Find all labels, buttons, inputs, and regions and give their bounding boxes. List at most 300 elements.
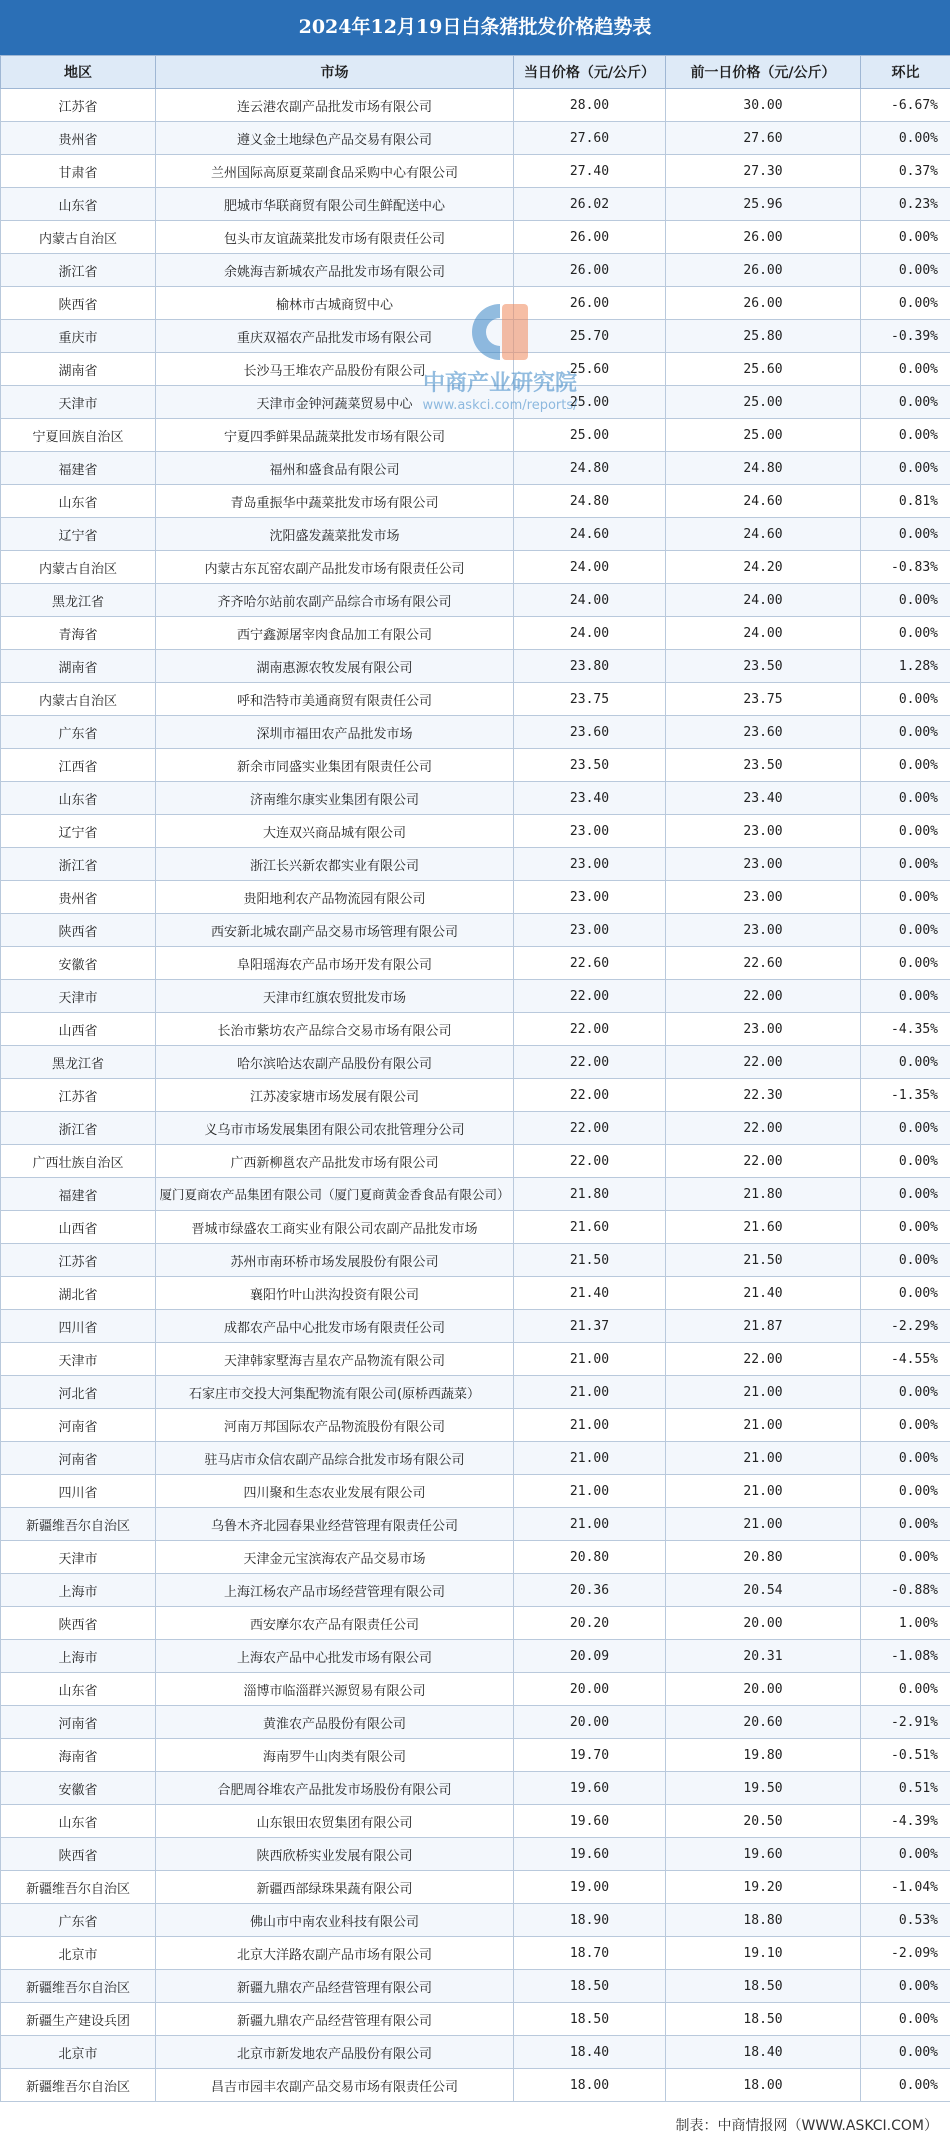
region-cell: 四川省 xyxy=(1,1475,156,1508)
table-row xyxy=(1,419,950,452)
market-cell: 余姚海吉新城农产品批发市场有限公司 xyxy=(156,254,514,287)
table-row xyxy=(1,254,950,287)
table-row xyxy=(1,485,950,518)
table-row xyxy=(1,1277,950,1310)
watermark-name: 中商产业研究院 xyxy=(422,371,577,396)
table-row xyxy=(1,2003,950,2036)
market-cell: 广西新柳邕农产品批发市场有限公司 xyxy=(156,1145,514,1178)
change-cell: 1.00% xyxy=(861,1607,950,1640)
market-cell: 天津金元宝滨海农产品交易市场 xyxy=(156,1541,514,1574)
table-row xyxy=(1,1013,950,1046)
prev-price-cell: 23.00 xyxy=(666,1013,861,1046)
region-cell: 浙江省 xyxy=(1,1112,156,1145)
region-cell: 四川省 xyxy=(1,1310,156,1343)
prev-price-cell: 19.10 xyxy=(666,1937,861,1970)
today-price-cell: 22.60 xyxy=(514,947,666,980)
table-row xyxy=(1,320,950,353)
region-cell: 江苏省 xyxy=(1,89,156,122)
today-price-cell: 20.36 xyxy=(514,1574,666,1607)
prev-price-cell: 22.60 xyxy=(666,947,861,980)
today-price-cell: 22.00 xyxy=(514,980,666,1013)
market-cell: 江苏凌家塘市场发展有限公司 xyxy=(156,1079,514,1112)
table-row xyxy=(1,1178,950,1211)
market-cell: 长治市紫坊农产品综合交易市场有限公司 xyxy=(156,1013,514,1046)
region-cell: 山东省 xyxy=(1,1673,156,1706)
change-cell: 0.00% xyxy=(861,2003,950,2036)
today-price-cell: 20.20 xyxy=(514,1607,666,1640)
change-cell: 0.00% xyxy=(861,254,950,287)
today-price-cell: 26.00 xyxy=(514,221,666,254)
table-row xyxy=(1,1706,950,1739)
prev-price-cell: 22.00 xyxy=(666,1046,861,1079)
today-price-cell: 18.70 xyxy=(514,1937,666,1970)
change-cell: -2.09% xyxy=(861,1937,950,1970)
region-cell: 青海省 xyxy=(1,617,156,650)
table-row xyxy=(1,815,950,848)
table-row xyxy=(1,1046,950,1079)
market-cell: 海南罗牛山肉类有限公司 xyxy=(156,1739,514,1772)
region-cell: 黑龙江省 xyxy=(1,1046,156,1079)
table-row xyxy=(1,617,950,650)
change-cell: 0.00% xyxy=(861,1970,950,2003)
region-cell: 河南省 xyxy=(1,1442,156,1475)
change-cell: 0.00% xyxy=(861,1046,950,1079)
today-price-cell: 18.90 xyxy=(514,1904,666,1937)
change-cell: 0.00% xyxy=(861,419,950,452)
market-cell: 哈尔滨哈达农副产品股份有限公司 xyxy=(156,1046,514,1079)
today-price-cell: 25.60 xyxy=(514,353,666,386)
table-row xyxy=(1,584,950,617)
page-title: 2024年12月19日白条猪批发价格趋势表 xyxy=(0,0,950,55)
change-cell: 0.00% xyxy=(861,1211,950,1244)
region-cell: 江苏省 xyxy=(1,1244,156,1277)
table-row xyxy=(1,1145,950,1178)
prev-price-cell: 22.00 xyxy=(666,1112,861,1145)
change-cell: 0.00% xyxy=(861,584,950,617)
today-price-cell: 22.00 xyxy=(514,1046,666,1079)
market-cell: 新疆九鼎农产品经营管理有限公司 xyxy=(156,2003,514,2036)
region-cell: 天津市 xyxy=(1,386,156,419)
market-cell: 贵阳地利农产品物流园有限公司 xyxy=(156,881,514,914)
today-price-cell: 19.70 xyxy=(514,1739,666,1772)
region-cell: 宁夏回族自治区 xyxy=(1,419,156,452)
today-price-cell: 23.00 xyxy=(514,881,666,914)
today-price-cell: 18.00 xyxy=(514,2069,666,2102)
table-row xyxy=(1,188,950,221)
prev-price-cell: 24.00 xyxy=(666,584,861,617)
region-cell: 黑龙江省 xyxy=(1,584,156,617)
today-price-cell: 18.50 xyxy=(514,1970,666,2003)
region-cell: 山东省 xyxy=(1,485,156,518)
today-price-cell: 23.80 xyxy=(514,650,666,683)
change-cell: 0.00% xyxy=(861,122,950,155)
table-row xyxy=(1,2036,950,2069)
prev-price-cell: 23.00 xyxy=(666,881,861,914)
market-cell: 包头市友谊蔬菜批发市场有限责任公司 xyxy=(156,221,514,254)
today-price-cell: 19.60 xyxy=(514,1772,666,1805)
prev-price-cell: 22.30 xyxy=(666,1079,861,1112)
today-price-cell: 23.50 xyxy=(514,749,666,782)
table-row xyxy=(1,353,950,386)
market-cell: 四川聚和生态农业发展有限公司 xyxy=(156,1475,514,1508)
today-price-cell: 22.00 xyxy=(514,1145,666,1178)
region-cell: 新疆生产建设兵团 xyxy=(1,2003,156,2036)
price-table xyxy=(0,55,950,2102)
table-row xyxy=(1,1574,950,1607)
table-row xyxy=(1,1112,950,1145)
table-row xyxy=(1,1871,950,1904)
market-cell: 北京大洋路农副产品市场有限公司 xyxy=(156,1937,514,1970)
prev-price-cell: 21.40 xyxy=(666,1277,861,1310)
header-region: 地区 xyxy=(1,56,156,89)
change-cell: 0.51% xyxy=(861,1772,950,1805)
market-cell: 河南万邦国际农产品物流股份有限公司 xyxy=(156,1409,514,1442)
market-cell: 新疆九鼎农产品经营管理有限公司 xyxy=(156,1970,514,2003)
table-body xyxy=(1,89,950,2102)
table-row xyxy=(1,716,950,749)
today-price-cell: 26.02 xyxy=(514,188,666,221)
table-row xyxy=(1,1211,950,1244)
change-cell: -0.88% xyxy=(861,1574,950,1607)
table-row xyxy=(1,749,950,782)
market-cell: 兰州国际高原夏菜副食品采购中心有限公司 xyxy=(156,155,514,188)
today-price-cell: 19.60 xyxy=(514,1838,666,1871)
change-cell: 0.00% xyxy=(861,1838,950,1871)
table-row xyxy=(1,1607,950,1640)
prev-price-cell: 18.40 xyxy=(666,2036,861,2069)
market-cell: 合肥周谷堆农产品批发市场股份有限公司 xyxy=(156,1772,514,1805)
header-change: 环比 xyxy=(861,56,950,89)
change-cell: -0.51% xyxy=(861,1739,950,1772)
region-cell: 河北省 xyxy=(1,1376,156,1409)
change-cell: 0.00% xyxy=(861,1409,950,1442)
today-price-cell: 21.37 xyxy=(514,1310,666,1343)
today-price-cell: 21.40 xyxy=(514,1277,666,1310)
change-cell: -1.08% xyxy=(861,1640,950,1673)
table-row xyxy=(1,1541,950,1574)
today-price-cell: 21.00 xyxy=(514,1442,666,1475)
change-cell: -1.35% xyxy=(861,1079,950,1112)
market-cell: 西宁鑫源屠宰肉食品加工有限公司 xyxy=(156,617,514,650)
region-cell: 重庆市 xyxy=(1,320,156,353)
change-cell: 0.00% xyxy=(861,1475,950,1508)
today-price-cell: 26.00 xyxy=(514,287,666,320)
change-cell: 0.00% xyxy=(861,386,950,419)
today-price-cell: 23.00 xyxy=(514,914,666,947)
market-cell: 乌鲁木齐北园春果业经营管理有限责任公司 xyxy=(156,1508,514,1541)
change-cell: -1.04% xyxy=(861,1871,950,1904)
prev-price-cell: 30.00 xyxy=(666,89,861,122)
prev-price-cell: 21.60 xyxy=(666,1211,861,1244)
region-cell: 天津市 xyxy=(1,1343,156,1376)
market-cell: 陕西欣桥实业发展有限公司 xyxy=(156,1838,514,1871)
change-cell: 0.00% xyxy=(861,1145,950,1178)
table-row xyxy=(1,2069,950,2102)
prev-price-cell: 26.00 xyxy=(666,254,861,287)
region-cell: 河南省 xyxy=(1,1706,156,1739)
prev-price-cell: 23.00 xyxy=(666,914,861,947)
market-cell: 义乌市市场发展集团有限公司农批管理分公司 xyxy=(156,1112,514,1145)
prev-price-cell: 23.50 xyxy=(666,650,861,683)
table-row xyxy=(1,1376,950,1409)
prev-price-cell: 21.00 xyxy=(666,1442,861,1475)
region-cell: 安徽省 xyxy=(1,947,156,980)
today-price-cell: 18.50 xyxy=(514,2003,666,2036)
prev-price-cell: 24.20 xyxy=(666,551,861,584)
market-cell: 福州和盛食品有限公司 xyxy=(156,452,514,485)
prev-price-cell: 19.50 xyxy=(666,1772,861,1805)
region-cell: 内蒙古自治区 xyxy=(1,683,156,716)
table-row xyxy=(1,947,950,980)
today-price-cell: 21.00 xyxy=(514,1508,666,1541)
market-cell: 新疆西部绿珠果蔬有限公司 xyxy=(156,1871,514,1904)
today-price-cell: 21.60 xyxy=(514,1211,666,1244)
table-row xyxy=(1,881,950,914)
market-cell: 连云港农副产品批发市场有限公司 xyxy=(156,89,514,122)
today-price-cell: 21.00 xyxy=(514,1376,666,1409)
today-price-cell: 23.75 xyxy=(514,683,666,716)
prev-price-cell: 25.80 xyxy=(666,320,861,353)
table-row xyxy=(1,1805,950,1838)
prev-price-cell: 20.80 xyxy=(666,1541,861,1574)
market-cell: 天津市金钟河蔬菜贸易中心 xyxy=(156,386,514,419)
table-row xyxy=(1,1673,950,1706)
today-price-cell: 19.00 xyxy=(514,1871,666,1904)
region-cell: 山西省 xyxy=(1,1211,156,1244)
region-cell: 湖南省 xyxy=(1,353,156,386)
prev-price-cell: 27.60 xyxy=(666,122,861,155)
today-price-cell: 22.00 xyxy=(514,1112,666,1145)
prev-price-cell: 21.00 xyxy=(666,1376,861,1409)
market-cell: 内蒙古东瓦窑农副产品批发市场有限责任公司 xyxy=(156,551,514,584)
table-row xyxy=(1,683,950,716)
table-header xyxy=(1,56,950,89)
market-cell: 青岛重振华中蔬菜批发市场有限公司 xyxy=(156,485,514,518)
header-row xyxy=(1,56,950,89)
table-row xyxy=(1,551,950,584)
region-cell: 新疆维吾尔自治区 xyxy=(1,1508,156,1541)
market-cell: 齐齐哈尔站前农副产品综合市场有限公司 xyxy=(156,584,514,617)
change-cell: 0.00% xyxy=(861,353,950,386)
market-cell: 山东银田农贸集团有限公司 xyxy=(156,1805,514,1838)
prev-price-cell: 21.00 xyxy=(666,1508,861,1541)
prev-price-cell: 19.60 xyxy=(666,1838,861,1871)
market-cell: 天津市红旗农贸批发市场 xyxy=(156,980,514,1013)
market-cell: 昌吉市园丰农副产品交易市场有限责任公司 xyxy=(156,2069,514,2102)
region-cell: 辽宁省 xyxy=(1,518,156,551)
prev-price-cell: 23.50 xyxy=(666,749,861,782)
change-cell: 0.00% xyxy=(861,1244,950,1277)
today-price-cell: 19.60 xyxy=(514,1805,666,1838)
header-prev-price: 前一日价格（元/公斤） xyxy=(666,56,861,89)
market-cell: 佛山市中南农业科技有限公司 xyxy=(156,1904,514,1937)
market-cell: 西安摩尔农产品有限责任公司 xyxy=(156,1607,514,1640)
today-price-cell: 20.09 xyxy=(514,1640,666,1673)
today-price-cell: 22.00 xyxy=(514,1013,666,1046)
header-market: 市场 xyxy=(156,56,514,89)
table-row xyxy=(1,221,950,254)
market-cell: 北京市新发地农产品股份有限公司 xyxy=(156,2036,514,2069)
region-cell: 河南省 xyxy=(1,1409,156,1442)
region-cell: 广东省 xyxy=(1,1904,156,1937)
change-cell: 0.00% xyxy=(861,947,950,980)
table-row xyxy=(1,848,950,881)
change-cell: 0.00% xyxy=(861,1178,950,1211)
today-price-cell: 24.00 xyxy=(514,584,666,617)
table-row xyxy=(1,980,950,1013)
region-cell: 上海市 xyxy=(1,1640,156,1673)
change-cell: 0.37% xyxy=(861,155,950,188)
today-price-cell: 23.00 xyxy=(514,848,666,881)
region-cell: 福建省 xyxy=(1,452,156,485)
region-cell: 陕西省 xyxy=(1,287,156,320)
prev-price-cell: 21.87 xyxy=(666,1310,861,1343)
prev-price-cell: 20.31 xyxy=(666,1640,861,1673)
region-cell: 内蒙古自治区 xyxy=(1,221,156,254)
change-cell: 0.00% xyxy=(861,881,950,914)
today-price-cell: 23.40 xyxy=(514,782,666,815)
prev-price-cell: 26.00 xyxy=(666,287,861,320)
region-cell: 安徽省 xyxy=(1,1772,156,1805)
region-cell: 北京市 xyxy=(1,2036,156,2069)
prev-price-cell: 20.54 xyxy=(666,1574,861,1607)
prev-price-cell: 22.00 xyxy=(666,980,861,1013)
table-row xyxy=(1,1838,950,1871)
table-row xyxy=(1,1772,950,1805)
change-cell: 0.00% xyxy=(861,716,950,749)
region-cell: 江苏省 xyxy=(1,1079,156,1112)
change-cell: -0.83% xyxy=(861,551,950,584)
table-row xyxy=(1,1343,950,1376)
market-cell: 上海江杨农产品市场经营管理有限公司 xyxy=(156,1574,514,1607)
prev-price-cell: 23.60 xyxy=(666,716,861,749)
table-row xyxy=(1,782,950,815)
region-cell: 浙江省 xyxy=(1,848,156,881)
region-cell: 山东省 xyxy=(1,782,156,815)
prev-price-cell: 27.30 xyxy=(666,155,861,188)
change-cell: 0.00% xyxy=(861,980,950,1013)
table-row xyxy=(1,1310,950,1343)
change-cell: -4.55% xyxy=(861,1343,950,1376)
change-cell: 1.28% xyxy=(861,650,950,683)
change-cell: 0.00% xyxy=(861,518,950,551)
region-cell: 天津市 xyxy=(1,980,156,1013)
prev-price-cell: 21.00 xyxy=(666,1409,861,1442)
table-row xyxy=(1,914,950,947)
table-row xyxy=(1,1739,950,1772)
prev-price-cell: 23.00 xyxy=(666,848,861,881)
region-cell: 海南省 xyxy=(1,1739,156,1772)
prev-price-cell: 25.60 xyxy=(666,353,861,386)
market-cell: 苏州市南环桥市场发展股份有限公司 xyxy=(156,1244,514,1277)
change-cell: 0.00% xyxy=(861,452,950,485)
prev-price-cell: 18.50 xyxy=(666,1970,861,2003)
change-cell: 0.00% xyxy=(861,287,950,320)
region-cell: 陕西省 xyxy=(1,914,156,947)
market-cell: 成都农产品中心批发市场有限责任公司 xyxy=(156,1310,514,1343)
header-today-price: 当日价格（元/公斤） xyxy=(514,56,666,89)
prev-price-cell: 18.80 xyxy=(666,1904,861,1937)
market-cell: 深圳市福田农产品批发市场 xyxy=(156,716,514,749)
change-cell: 0.00% xyxy=(861,2036,950,2069)
today-price-cell: 24.00 xyxy=(514,617,666,650)
region-cell: 上海市 xyxy=(1,1574,156,1607)
market-cell: 上海农产品中心批发市场有限公司 xyxy=(156,1640,514,1673)
change-cell: 0.00% xyxy=(861,1541,950,1574)
today-price-cell: 25.00 xyxy=(514,419,666,452)
change-cell: -2.29% xyxy=(861,1310,950,1343)
today-price-cell: 25.00 xyxy=(514,386,666,419)
prev-price-cell: 24.60 xyxy=(666,518,861,551)
change-cell: 0.00% xyxy=(861,1442,950,1475)
today-price-cell: 21.00 xyxy=(514,1475,666,1508)
change-cell: -4.39% xyxy=(861,1805,950,1838)
region-cell: 江西省 xyxy=(1,749,156,782)
prev-price-cell: 18.50 xyxy=(666,2003,861,2036)
prev-price-cell: 24.80 xyxy=(666,452,861,485)
market-cell: 石家庄市交投大河集配物流有限公司(原桥西蔬菜） xyxy=(156,1376,514,1409)
today-price-cell: 20.00 xyxy=(514,1673,666,1706)
market-cell: 遵义金土地绿色产品交易有限公司 xyxy=(156,122,514,155)
prev-price-cell: 24.00 xyxy=(666,617,861,650)
market-cell: 榆林市古城商贸中心 xyxy=(156,287,514,320)
prev-price-cell: 24.60 xyxy=(666,485,861,518)
prev-price-cell: 21.50 xyxy=(666,1244,861,1277)
prev-price-cell: 23.75 xyxy=(666,683,861,716)
prev-price-cell: 21.00 xyxy=(666,1475,861,1508)
footer-source: 制表：中商情报网（WWW.ASKCI.COM） xyxy=(675,2118,938,2134)
table-row xyxy=(1,386,950,419)
region-cell: 山东省 xyxy=(1,1805,156,1838)
change-cell: -6.67% xyxy=(861,89,950,122)
table-row xyxy=(1,1970,950,2003)
region-cell: 湖北省 xyxy=(1,1277,156,1310)
prev-price-cell: 25.00 xyxy=(666,419,861,452)
change-cell: 0.00% xyxy=(861,782,950,815)
change-cell: 0.00% xyxy=(861,617,950,650)
table-row xyxy=(1,650,950,683)
table-row xyxy=(1,1409,950,1442)
prev-price-cell: 19.80 xyxy=(666,1739,861,1772)
table-row xyxy=(1,1442,950,1475)
change-cell: 0.81% xyxy=(861,485,950,518)
region-cell: 湖南省 xyxy=(1,650,156,683)
market-cell: 淄博市临淄群兴源贸易有限公司 xyxy=(156,1673,514,1706)
region-cell: 山东省 xyxy=(1,188,156,221)
market-cell: 沈阳盛发蔬菜批发市场 xyxy=(156,518,514,551)
today-price-cell: 20.80 xyxy=(514,1541,666,1574)
change-cell: 0.23% xyxy=(861,188,950,221)
market-cell: 长沙马王堆农产品股份有限公司 xyxy=(156,353,514,386)
today-price-cell: 24.60 xyxy=(514,518,666,551)
table-row xyxy=(1,155,950,188)
region-cell: 甘肃省 xyxy=(1,155,156,188)
region-cell: 山西省 xyxy=(1,1013,156,1046)
prev-price-cell: 23.00 xyxy=(666,815,861,848)
market-cell: 晋城市绿盛农工商实业有限公司农副产品批发市场 xyxy=(156,1211,514,1244)
prev-price-cell: 23.40 xyxy=(666,782,861,815)
region-cell: 新疆维吾尔自治区 xyxy=(1,1970,156,2003)
market-cell: 厦门夏商农产品集团有限公司（厦门夏商黄金香食品有限公司） xyxy=(156,1178,514,1211)
today-price-cell: 18.40 xyxy=(514,2036,666,2069)
table-row xyxy=(1,1475,950,1508)
today-price-cell: 22.00 xyxy=(514,1079,666,1112)
table-row xyxy=(1,1640,950,1673)
region-cell: 广西壮族自治区 xyxy=(1,1145,156,1178)
change-cell: -0.39% xyxy=(861,320,950,353)
today-price-cell: 21.00 xyxy=(514,1409,666,1442)
market-cell: 宁夏四季鲜果品蔬菜批发市场有限公司 xyxy=(156,419,514,452)
